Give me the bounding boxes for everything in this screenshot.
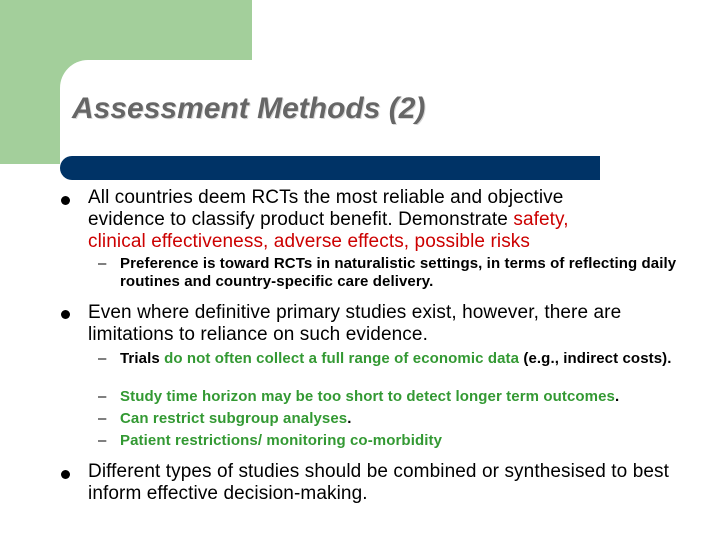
- bullet-dot: [61, 196, 70, 205]
- bullet-1-highlight-risks: clinical effectiveness, adverse effects, possible risks: [88, 231, 530, 252]
- sub-2-text: Study time horizon may be too short to detect longer term outcomes: [120, 388, 615, 405]
- sub-3-text: Can restrict subgroup analyses: [120, 410, 348, 427]
- sub-bullet-dash: –: [98, 350, 107, 367]
- bullet-1-sub-1: Preference is toward RCTs in naturalistic settings, in terms of reflecting daily routines and country-specific care delivery.: [120, 255, 677, 290]
- sub-bullet-dash: –: [98, 255, 107, 272]
- sub-1-highlight: do not often collect a full range of economic data: [164, 350, 520, 367]
- bullet-1-text: [88, 187, 678, 253]
- bullet-dot: [61, 310, 70, 319]
- sub-bullet-dash: –: [98, 432, 107, 449]
- bullet-2-sub-4: Patient restrictions/ monitoring co-morbidity: [120, 432, 443, 449]
- bullet-2-sub-2: [120, 388, 680, 406]
- slide-title: Assessment Methods (2): [72, 92, 426, 125]
- sub-bullet-dash: –: [98, 410, 107, 427]
- bullet-2-sub-3: [120, 410, 680, 428]
- bullet-dot: [61, 470, 70, 479]
- sub-3-period: .: [347, 410, 352, 427]
- bullet-2-sub-1: [120, 350, 680, 368]
- bullet-3-text: Different types of studies should be combined or synthesised to best inform effective decision-making.: [88, 461, 670, 504]
- sub-1-text-c: (e.g., indirect costs).: [519, 350, 672, 367]
- bullet-1-highlight-safety: safety,: [513, 209, 569, 230]
- bullet-1-line-1: All countries deem RCTs the most reliable and objective: [88, 187, 564, 208]
- sub-1-text-a: Trials: [120, 350, 165, 367]
- bullet-2-text: Even where definitive primary studies exist, however, there are limitations to reliance on such evidence.: [88, 302, 622, 345]
- bullet-1-line-2: evidence to classify product benefit. Demonstrate: [88, 209, 514, 230]
- sub-bullet-dash: –: [98, 388, 107, 405]
- sub-2-period: .: [615, 388, 620, 405]
